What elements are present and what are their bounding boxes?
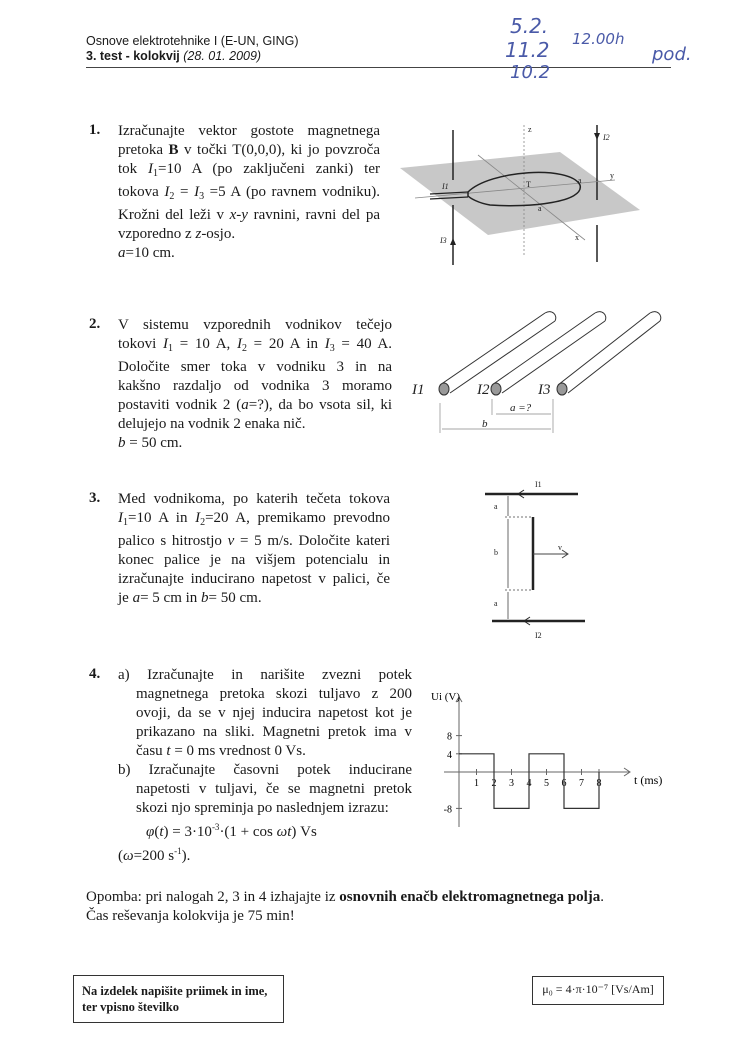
text-segment: =10 A (po zaključeni zanki) ter bbox=[158, 161, 380, 177]
text-segment: 3 bbox=[199, 191, 205, 202]
text-segment: je bbox=[118, 590, 133, 606]
text-segment: ovoji, da se v njej inducira napetost kot je bbox=[136, 705, 412, 721]
text-segment: =5 A (po ravnem vodniku). bbox=[204, 184, 381, 200]
constant-box bbox=[532, 976, 664, 1005]
note-bold: osnovnih enačb elektromagnetnega polja bbox=[339, 889, 601, 905]
figure-label: y bbox=[610, 171, 614, 180]
problem-1-number: 1. bbox=[89, 122, 101, 138]
figure-label: I2 bbox=[477, 382, 490, 398]
text-segment: tokova bbox=[118, 184, 165, 200]
text-segment: I bbox=[237, 336, 242, 352]
text-segment: v bbox=[227, 533, 235, 549]
text-segment: = 10 A, bbox=[173, 336, 237, 352]
text-segment: -3 bbox=[211, 822, 220, 832]
text-segment: a bbox=[118, 245, 126, 261]
text-segment: b) Izračunajte časovni potek inducirane bbox=[118, 762, 412, 778]
text-segment: ( bbox=[118, 848, 123, 864]
text-segment: x-y bbox=[229, 207, 248, 223]
handwritten-note: 12.00h bbox=[572, 30, 625, 48]
text-segment: napetosti v tuljavi, če se magnetni pretok bbox=[136, 781, 412, 797]
text-segment: =10 A in bbox=[128, 510, 196, 526]
figure-label: a =? bbox=[510, 402, 532, 414]
text-segment: 1 bbox=[153, 168, 159, 179]
handwritten-note: 5.2. bbox=[510, 14, 549, 38]
text-segment: prikazano na sliki. Magnetni pretok ima v bbox=[136, 724, 412, 740]
y-tick-label: 8 bbox=[447, 731, 452, 743]
figure-label: b bbox=[494, 548, 498, 557]
text-segment: tok bbox=[118, 161, 149, 177]
text-segment: Izračunajte vektor gostote magnetnega bbox=[118, 123, 380, 139]
figure-label: a bbox=[494, 502, 498, 511]
note-text: Opomba: pri nalogah 2, 3 in 4 izhajajte iz bbox=[86, 889, 340, 905]
figure-label: a bbox=[538, 204, 542, 213]
text-segment: a bbox=[132, 590, 141, 606]
text-segment: z bbox=[195, 226, 202, 242]
text-segment: tokovi bbox=[118, 336, 164, 352]
text-segment: = 5 m/s. Določite kateri bbox=[234, 533, 390, 549]
y-tick-label: 4 bbox=[447, 749, 452, 761]
text-segment: =?), da bo vsota sil, ki bbox=[248, 397, 393, 413]
test-date: (28. 01. 2009) bbox=[183, 49, 262, 63]
text-segment: ·(1 + cos bbox=[219, 824, 277, 840]
text-segment: ω bbox=[123, 848, 134, 864]
text-segment: I bbox=[163, 336, 169, 352]
note bbox=[86, 888, 604, 926]
text-segment: ( bbox=[154, 824, 160, 840]
text-segment: I bbox=[324, 336, 330, 352]
figure-label: I3 bbox=[538, 382, 551, 398]
figure-label: z bbox=[528, 125, 532, 134]
text-segment: V sistemu vzporednih vodnikov tečejo bbox=[118, 317, 392, 333]
x-tick-label: 6 bbox=[561, 778, 567, 789]
x-tick-label: 1 bbox=[474, 778, 479, 789]
note-suffix: . bbox=[600, 889, 604, 905]
text-segment: 3 bbox=[329, 343, 335, 354]
text-segment: 2 bbox=[242, 343, 247, 354]
text-segment: =10 cm. bbox=[125, 245, 175, 261]
y-axis-label: Ui (V) bbox=[431, 691, 461, 703]
text-segment: magnetnega pretoka skozi tuljavo z 200 bbox=[136, 686, 412, 702]
figure-label: T bbox=[526, 180, 531, 189]
text-segment: t bbox=[166, 743, 171, 759]
text-segment: izračunajte inducirano napetost v palici, če bbox=[118, 571, 390, 587]
name-box bbox=[73, 975, 284, 1023]
text-segment: = 50 cm. bbox=[125, 435, 183, 451]
text-segment: t bbox=[159, 824, 164, 840]
text-segment: I bbox=[148, 161, 154, 177]
text-segment: -1 bbox=[174, 846, 182, 856]
test-name: 3. test - kolokvij bbox=[86, 49, 180, 63]
x-tick-label: 7 bbox=[579, 778, 584, 789]
text-segment: = bbox=[174, 184, 195, 200]
text-segment: 2 bbox=[200, 517, 206, 528]
text-segment: Določite smer toka v vodniku 3 in na bbox=[118, 359, 392, 375]
problem-3-number: 3. bbox=[89, 490, 101, 506]
x-axis-label: t (ms) bbox=[634, 773, 663, 787]
text-segment: I bbox=[118, 510, 123, 526]
text-segment: B bbox=[168, 142, 179, 158]
text-segment: 1 bbox=[123, 517, 128, 528]
text-segment: vzporedno z bbox=[118, 226, 196, 242]
text-segment: = 20 A in bbox=[247, 336, 325, 352]
text-segment: b bbox=[201, 590, 209, 606]
mu0-constant: μ₀ = 4·π·10⁻⁷ [Vs/Am] bbox=[542, 982, 654, 996]
text-segment: I bbox=[164, 184, 170, 200]
x-tick-label: 8 bbox=[596, 778, 602, 789]
text-segment: konec palice je na višjem potencialu in bbox=[118, 552, 390, 568]
x-tick-label: 3 bbox=[509, 778, 514, 789]
text-segment: = 5 cm in bbox=[140, 590, 202, 606]
problem-2-number: 2. bbox=[89, 316, 101, 332]
text-segment: Med vodnikoma, po katerih tečeta tokova bbox=[118, 491, 390, 507]
handwritten-note: 10.2 bbox=[510, 62, 551, 83]
figure-label: v bbox=[558, 543, 562, 552]
text-segment: ). bbox=[181, 848, 191, 864]
text-segment: I bbox=[195, 510, 201, 526]
text-segment: ravnini, ravni del pa bbox=[247, 207, 380, 223]
figure-label: I2 bbox=[535, 631, 542, 640]
time-limit: Čas reševanja kolokvija je 75 min! bbox=[86, 908, 295, 924]
text-segment: b bbox=[118, 435, 126, 451]
text-segment: ωt bbox=[276, 824, 292, 840]
text-segment: =20 A, premikamo prevodno bbox=[205, 510, 390, 526]
text-segment: delujejo na vodnik 2 enaka nič. bbox=[118, 416, 306, 432]
figure-label: b bbox=[482, 418, 488, 430]
text-segment: ) = 3·10 bbox=[163, 824, 212, 840]
figure-label: I2 bbox=[603, 133, 610, 142]
text-segment: skozi njo spreminja po naslednjem izrazu: bbox=[136, 800, 389, 816]
text-segment: Krožni del leži v bbox=[118, 207, 230, 223]
figure-label: I1 bbox=[535, 480, 542, 489]
voltage-series-line bbox=[459, 754, 599, 809]
handwritten-note: pod. bbox=[652, 44, 692, 65]
figure-label: I1 bbox=[412, 382, 425, 398]
text-segment: palico s hitrostjo bbox=[118, 533, 228, 549]
text-segment: času bbox=[136, 743, 167, 759]
text-segment: = 0 ms vrednost 0 Vs. bbox=[170, 743, 306, 759]
handwritten-note: 11.2 bbox=[505, 38, 550, 62]
x-tick-label: 4 bbox=[526, 778, 532, 789]
text-segment: I bbox=[194, 184, 200, 200]
figure-label: x bbox=[575, 233, 579, 242]
text-segment: = 40 A. bbox=[334, 336, 393, 352]
figure-label: a bbox=[578, 176, 582, 185]
text-segment: -osjo. bbox=[201, 226, 236, 242]
text-segment: pretoka bbox=[118, 142, 169, 158]
figure-label: I1 bbox=[442, 182, 449, 191]
name-box-line: Na izdelek napišite priimek in ime, bbox=[82, 984, 268, 998]
x-tick-label: 5 bbox=[544, 778, 549, 789]
text-segment: φ bbox=[146, 824, 155, 840]
text-segment: =200 s bbox=[133, 848, 175, 864]
text-segment: a bbox=[241, 397, 249, 413]
x-tick-label: 2 bbox=[491, 778, 497, 789]
text-segment: ) Vs bbox=[291, 824, 317, 840]
name-box-line: ter vpisno številko bbox=[82, 1000, 179, 1014]
text-segment: v točki T(0,0,0), ki jo povzroča bbox=[178, 142, 380, 158]
figure-label: I3 bbox=[440, 236, 447, 245]
y-tick-label: -8 bbox=[443, 804, 452, 816]
course-name: Osnove elektrotehnike I (E-UN, GING) bbox=[86, 34, 299, 48]
text-segment: a) Izračunajte in narišite zvezni potek bbox=[118, 667, 412, 683]
text-segment: 2 bbox=[169, 191, 175, 202]
figure-label: a bbox=[494, 599, 498, 608]
text-segment: kakšno razdaljo od vodnika 3 moramo bbox=[118, 378, 392, 394]
text-segment: 1 bbox=[168, 343, 174, 354]
text-segment: = 50 cm. bbox=[208, 590, 262, 606]
problem-4-number: 4. bbox=[89, 666, 101, 682]
text-segment: postaviti vodnik 2 ( bbox=[118, 397, 242, 413]
